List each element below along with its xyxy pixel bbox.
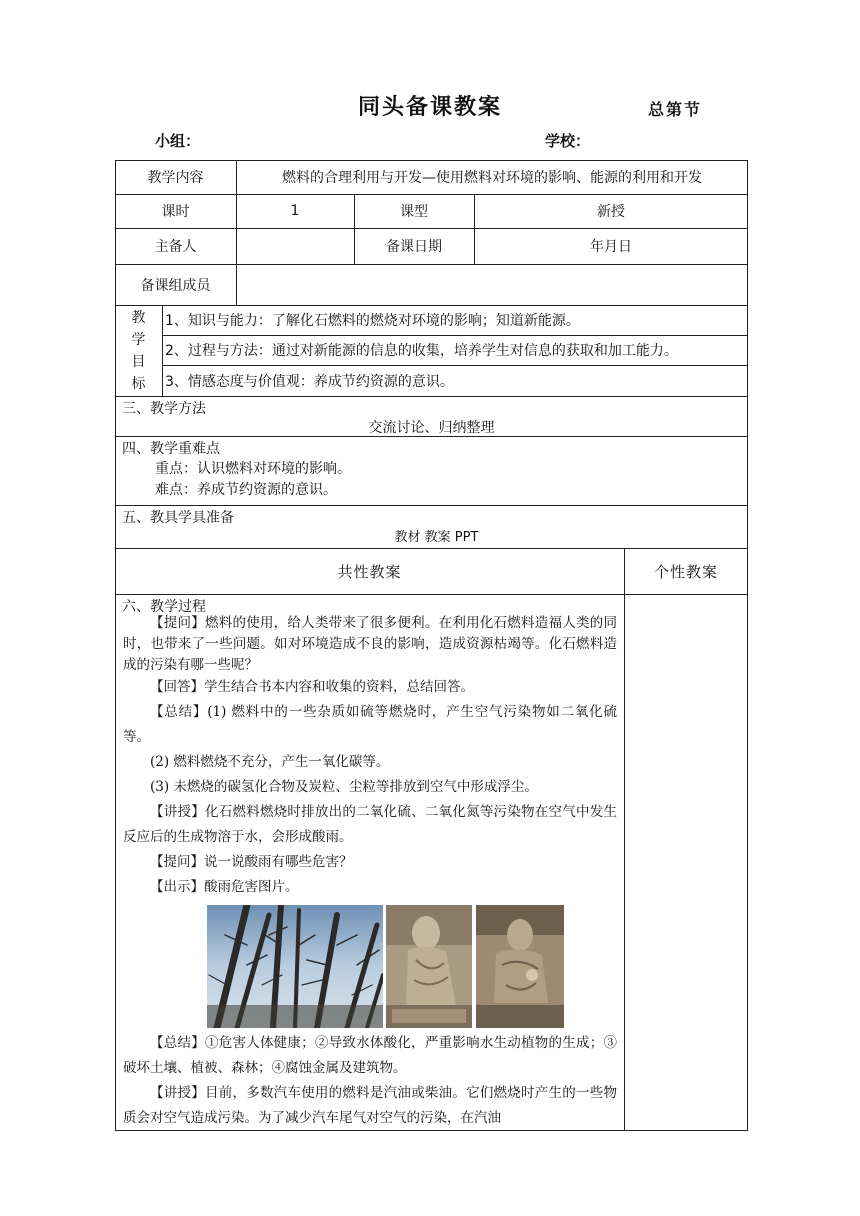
difficult-point: 难点：养成节约资源的意识。 [155,482,337,498]
process-lecture-2: 【讲授】目前，多数汽车使用的燃料是汽油或柴油。它们燃烧时产生的一些物质会对空气造成污染。为了减少汽车尾气对空气的污染，在汽油 [123,1085,617,1126]
process-summary-4: 【总结】①危害人体健康；②导致水体酸化，严重影响水生动植物的生成；③破坏土壤、植被、森林；④腐蚀金属及建筑物。 [123,1035,617,1076]
goal-attitude: 3、情感态度与价值观：养成节约资源的意识。 [165,373,454,390]
lead-label: 主备人 [154,239,197,255]
goal-knowledge: 1、知识与能力：了解化石燃料的燃烧对环境的影响；知道新能源。 [165,313,580,329]
tools-heading: 五、教具学具准备 [122,510,234,526]
content-value: 燃料的合理利用与开发—使用燃料对环境的影响、能源的利用和开发 [282,170,702,186]
process-question-2: 【提问】说一说酸雨有哪些危害？ [150,854,353,870]
school-label: 学校： [545,132,591,150]
process-heading: 六、教学过程 [122,599,206,615]
process-summary-1: 【总结】(1) 燃料中的一些杂质如硫等燃烧时，产生空气污染物如二氧化硫等。 [123,704,617,745]
method-heading: 三、教学方法 [122,401,206,417]
type-value: 新授 [597,204,625,220]
date-value: 年月日 [590,239,632,255]
tools-value: 教材 教案 PPT [394,530,479,545]
members-label: 备课组成员 [140,277,211,294]
process-summary-2: (2) 燃料燃烧不充分，产生一氧化碳等。 [150,754,390,770]
personal-plan-header: 个性教案 [653,562,718,581]
acid-rain-statue-photo-2 [476,905,564,1028]
goals-label-char: 学 [131,332,146,348]
period-value: 1 [290,203,300,219]
key-heading: 四、教学重难点 [122,441,220,457]
goals-label-char: 目 [131,354,146,370]
acid-rain-statue-photo-1 [386,905,472,1028]
key-point: 重点：认识燃料对环境的影响。 [155,461,351,477]
process-lecture-1: 【讲授】化石燃料燃烧时排放出的二氧化硫、二氧化氮等污染物在空气中发生反应后的生成物溶于水，会形成酸雨。 [123,804,617,845]
page-title: 同头备课教案 [357,95,502,120]
date-label: 备课日期 [386,239,442,255]
process-show: 【出示】酸雨危害图片。 [150,879,299,895]
acid-rain-forest-photo [207,905,383,1028]
total-section-label: 总第节 [648,100,703,119]
group-label: 小组： [155,132,201,150]
goals-label-char: 教 [131,310,146,326]
period-label: 课时 [161,204,190,220]
method-value: 交流讨论、归纳整理 [368,420,495,436]
process-question-1: 【提问】燃料的使用，给人类带来了很多便利。在利用化石燃料造福人类的同时，也带来了一些问题。如对环境造成不良的影响，造成资源枯竭等。化石燃料造成的污染有哪一些呢？ [123,615,617,673]
content-label: 教学内容 [147,170,204,186]
goal-process: 2、过程与方法：通过对新能源的信息的收集，培养学生对信息的获取和加工能力。 [165,343,678,359]
members-value [236,264,748,305]
process-answer: 【回答】学生结合书本内容和收集的资料，总结回答。 [150,679,474,695]
type-label: 课型 [400,204,428,220]
goals-label [115,309,162,393]
common-plan-header: 共性教案 [337,562,402,581]
goals-label-char: 标 [131,376,146,392]
lead-value [236,228,354,264]
process-summary-3: (3) 未燃烧的碳氢化合物及炭粒、尘粒等排放到空气中形成浮尘。 [150,779,538,795]
